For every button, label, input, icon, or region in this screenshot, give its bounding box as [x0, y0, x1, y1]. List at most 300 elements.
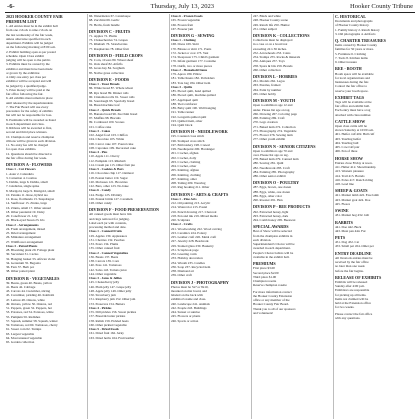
text-line: 158. Relish 159. Pickled beets	[89, 318, 129, 323]
text-line: office or any member of the	[253, 298, 290, 302]
text-line: 251. Other subject	[253, 26, 278, 31]
text-line: on the following morning at 8:00 a.m.	[6, 45, 56, 50]
text-line: 11. No entry fee will be charged	[6, 143, 49, 148]
text-line: second and third place winners.	[6, 130, 48, 135]
text-line: 28. Blooming plant 29. Foliage plant	[6, 248, 55, 253]
text-line: 63. Largest vegetable	[6, 331, 35, 336]
class-heading: Class 6 - Frozen Foods	[171, 14, 203, 18]
class-heading: Class 1 - Fine Arts	[171, 196, 197, 201]
text-column-3	[169, 14, 251, 419]
text-line: Contact the fair office to	[335, 84, 368, 89]
text-line: Booth space will be available	[335, 71, 374, 76]
section-heading: DIVISION E - FOODS	[89, 76, 130, 82]
text-line: 229. Stained glass 230. Basketry	[171, 243, 214, 248]
text-line: 258. Spurs & bits 259. Brands	[253, 63, 293, 68]
text-line: 26. Miniature arrangement	[6, 235, 41, 240]
text-line: available in the exhibit hall.	[253, 254, 290, 259]
text-line: 204. Crochet, other	[171, 164, 197, 169]
text-column-5	[333, 14, 415, 419]
text-line: 118. Peanut butter 119. Sugar	[89, 175, 128, 180]
text-line: 231. Scrapbook page	[171, 247, 199, 252]
text-line: 202. Crochet, doily	[171, 155, 197, 160]
text-line: 144. Other vegetable	[89, 271, 117, 276]
text-line: 2. Exhibit building open as per posted	[6, 49, 56, 54]
section-heading: 2023 HOOKER COUNTY FAIR	[6, 14, 63, 19]
text-line: 12. Questions should be directed to	[6, 151, 53, 156]
text-line: under. Please list age on tag.	[253, 107, 291, 112]
text-line: All canned goods must have lids	[89, 212, 132, 217]
text-line: 214. Watercolor 215. Pastel	[171, 205, 208, 210]
text-line: before the fair begins.	[335, 268, 364, 273]
text-line: Each entry must have a tag	[335, 108, 371, 113]
text-line: 270. Lego creation	[253, 120, 278, 125]
text-line: Third place $1.00	[253, 274, 277, 279]
text-line: 148. Apple jelly 149. Other jelly	[89, 288, 132, 293]
text-line: 131. Cherries 132. Peaches	[89, 237, 125, 242]
text-line: 97. Muffins 98. Biscuits	[89, 116, 121, 121]
text-line: 153. Preserves 154. Butters	[89, 301, 125, 306]
text-line: 92. Sourdough 93. Specialty bread	[89, 99, 135, 104]
text-line: 264. Paint by number	[253, 87, 282, 92]
text-line: 186. Pieced quilt, machine quilted	[171, 93, 216, 98]
text-line: 36. Fern 37. Herb pot	[6, 265, 35, 270]
text-line: 120. Molasses 121. Brownies	[89, 179, 128, 184]
text-line: 189. Baby quilt 190. Wall hanging	[171, 106, 217, 111]
text-line: 221. Woodworking 222. Wood carving	[171, 226, 222, 231]
section-heading: ENTRY DEADLINE	[335, 250, 372, 256]
text-line: Best of Show will be selected	[253, 229, 292, 234]
text-line: 138. Carrots 139. Corn	[89, 259, 120, 264]
text-line: 441. Doe 442. Buck	[335, 224, 362, 229]
text-line: 238. Diamond art	[171, 269, 195, 274]
text-line: Champion rosette	[253, 279, 277, 283]
text-line: from the champion exhibits in	[253, 233, 293, 238]
text-line: the last wednesday of the fair week,	[6, 32, 53, 37]
text-line: 124. Fudge 125. Divinity	[89, 192, 123, 197]
text-line: 196. Stamped cross stitch	[171, 138, 205, 143]
text-line: 61. Sweet corn 62. Turnips	[6, 327, 42, 332]
text-line: 128. Other candy	[89, 201, 112, 206]
text-line: 201. Crochet, afghan	[171, 151, 199, 156]
text-line: 116. Chocolate chip 117. Oatmeal	[89, 171, 134, 176]
text-line: 248. Hooker County scene	[253, 18, 288, 23]
text-line: department. Exhibits will be judged	[6, 41, 53, 46]
text-line: 49. Onions, yellow 50. Onions, red	[6, 301, 52, 306]
text-line: 1. Family history 2. Ranch history	[335, 27, 380, 32]
text-line: 126. Peanut brittle 127. Caramels	[89, 196, 133, 201]
text-line: 133. Pears 134. Plums	[89, 242, 119, 247]
section-heading: DIVISION H - NEEDLEWORK	[171, 129, 228, 135]
text-line: over. Please list age on tag.	[253, 152, 289, 157]
text-line: 41. Beets 42. Cabbage	[6, 284, 36, 289]
text-line: 223. Ceramics 224. Pottery	[171, 230, 207, 235]
text-line: be judged by a qualified judge.	[6, 83, 47, 88]
text-line: Label each jar with contents,	[89, 220, 127, 225]
text-line: in a case or on a board not	[253, 42, 288, 47]
text-line: businesses during the fair.	[335, 80, 369, 85]
text-line: 38. Other potted plant	[6, 269, 35, 274]
class-heading: Class 4 - Pies	[89, 150, 108, 155]
text-line: 179. Apron 180. Pillow	[171, 72, 202, 77]
section-heading: PREMIUMS	[253, 261, 276, 267]
text-line: 401. Heifer calf 402. Bull calf	[335, 132, 375, 137]
text-line: 413. Western pleasure	[335, 169, 364, 174]
text-line: 232. Greeting cards	[171, 252, 197, 257]
text-line: 39. Beans, green 40. Beans, yellow	[6, 280, 53, 285]
text-line: Please contact the fair office	[335, 311, 373, 316]
text-line: People's Choice ballots will be	[253, 250, 294, 255]
text-line: 252. Arrowheads 253. Coins	[253, 50, 291, 55]
class-heading: Class 1 - Clothing	[171, 38, 196, 43]
section-heading: DIVISION I - ARTS & CRAFTS	[171, 191, 229, 197]
text-line: 245. Flowers or plants	[171, 314, 201, 319]
text-line: until released by the superintendent.	[6, 100, 54, 105]
text-line: 150. Strawberry jam	[89, 293, 116, 298]
text-line: 88. Rye bread 89. Dinner rolls	[89, 90, 129, 95]
text-line: 66. Watermelon 67. Cantaloupe	[89, 14, 131, 18]
class-heading: Class 2 - Quick Breads	[89, 107, 121, 112]
text-columns	[5, 14, 415, 419]
section-heading: DIVISION L - HOBBIES	[253, 74, 298, 80]
text-line: 135. Other canned fruit	[89, 246, 120, 251]
text-line: Reserve champion rosette	[253, 283, 287, 288]
text-line: Photos must be 5x7 or 8x10,	[171, 284, 209, 289]
text-line: 278. Baked item 279. Canned item	[253, 157, 299, 162]
text-line: and volunteers!	[253, 310, 274, 315]
text-line: 208. Tatting 209. Weaving	[171, 181, 206, 186]
text-line: 254. Stamps 255. Rocks & minerals	[253, 55, 301, 60]
text-line: First place $3.00	[253, 266, 275, 271]
publication-name: Hooker County Tribune	[349, 3, 413, 10]
section-heading: REE - BOOTH	[335, 66, 362, 72]
text-line: of Hooker County history.	[335, 23, 370, 28]
text-line: precaution for the safety of exhibits	[6, 109, 53, 114]
text-line: 275. Flower 276. Sewing item	[253, 133, 293, 138]
text-line: 86. White bread 87. Whole wheat	[89, 86, 133, 91]
text-line: 95. Banana bread 96. Zucchini bread	[89, 111, 138, 116]
text-line: 174. Sleepwear 175. Child's garment	[171, 55, 220, 60]
text-line: 191. Table runner	[171, 110, 195, 115]
text-line: 81. Oats sheaf 82. Alfalfa	[89, 62, 123, 67]
text-line: 5. Prize money will be paid at the	[6, 87, 50, 92]
section-heading: DIVISION N - SENIOR CITIZENS	[253, 143, 316, 149]
text-line: 53. Potatoes, red 54. Potatoes, white	[6, 310, 54, 315]
text-line: 292. Extracted honey, light	[253, 209, 289, 214]
text-line: 181. Table linens 182. Potholders	[171, 76, 215, 81]
class-heading: Class 3 - Cakes	[89, 128, 111, 133]
text-line: for two weeks.	[335, 305, 355, 310]
text-line: labeled on the back with	[171, 293, 203, 298]
section-heading: DIVISION O - POULTRY	[253, 180, 300, 186]
text-line: 206. Knitting, clothing	[171, 172, 201, 177]
text-line: 16. Zinnia, small 17. Other annual	[6, 205, 51, 210]
text-line: 288. Eggs, white, one dozen	[253, 189, 290, 194]
text-line: 216. Pencil drawing 217. Charcoal	[171, 209, 217, 214]
text-line: 151. Raspberry jam 152. Other jam	[89, 297, 136, 302]
class-heading: Class 2 - Household Items	[171, 67, 208, 72]
text-line: 411. Halter 412. Showmanship	[335, 165, 376, 170]
text-line: judging will be open to the public.	[6, 58, 51, 63]
section-heading: RABBITS	[335, 219, 353, 225]
text-line: 34. Geranium 35. Begonia	[6, 260, 41, 265]
section-heading: DIVISION P - BEE PRODUCTS	[253, 204, 311, 210]
text-line: or grown by the exhibitor.	[6, 70, 41, 75]
text-line: 193. Quilted item, other	[171, 118, 203, 123]
text-line: 170. Blouse or shirt 171. Pants	[171, 46, 212, 51]
section-heading: SWINE	[335, 208, 349, 214]
text-line: 94. Bread machine loaf	[89, 103, 120, 108]
text-line: for picking up all items.	[335, 292, 367, 297]
text-line: 261. Models 262. Legos	[253, 79, 285, 84]
text-line: 287. Eggs, brown, one dozen	[253, 185, 292, 190]
text-line: 240. Landscape 241. Animals	[171, 301, 210, 306]
text-line: 3. Exhibits must be owned by the	[6, 62, 50, 67]
text-line: 197. Embroidery 198. Crewel	[171, 142, 211, 147]
text-line: 99. Cornbread 100. Scones	[89, 120, 125, 125]
text-line: 249. Ranch life 250. Humor	[253, 22, 290, 27]
text-line: 27. Wildflower arrangement	[6, 239, 43, 244]
text-line: the Hooker County Extension	[253, 293, 293, 298]
class-heading: Class 3 - Potted Plants	[6, 243, 38, 248]
text-column-1	[5, 14, 87, 419]
text-line: 183. Tote bag 184. Other item	[171, 80, 211, 85]
section-heading: DIVISION F - FOOD PRESERVATION	[89, 207, 159, 213]
text-line: 421. Market lamb 422. Ewe lamb	[335, 193, 379, 198]
text-line: for open class exhibits.	[6, 147, 37, 152]
text-line: 1. All entries must be in the exhibit hall	[6, 24, 58, 29]
text-line: 3. Old photographs 4. Artifacts	[335, 31, 376, 36]
class-heading: Class 2 - Canned Vegetables	[89, 250, 129, 255]
text-line: 25. Dried arrangement	[6, 231, 36, 236]
text-line: 266. Drawing 267. Coloring page	[253, 111, 298, 116]
text-line: but will not be responsible for loss.	[6, 113, 53, 118]
section-heading: HORSE SHOW	[335, 155, 363, 161]
text-line: 7. Gladiolus, single spike	[6, 184, 40, 189]
text-line: 284. Painting 285. Photography	[253, 169, 295, 174]
text-line: 129. Apples 130. Applesauce	[89, 233, 128, 238]
text-line: fair office following the fair.	[6, 92, 44, 97]
text-column-2	[87, 14, 169, 419]
text-line: 160. Other pickled vegetable	[89, 322, 127, 327]
text-line: 236. Soap 237. Recycled item	[171, 264, 211, 269]
text-line: 3. Carnation 4. Cosmos	[6, 175, 37, 180]
text-line: fair office and exhibit hall.	[335, 104, 370, 109]
text-line: 106. Carrot cake 107. Pound cake	[89, 141, 134, 146]
section-heading: Q. CHARTER TREASURES	[335, 38, 386, 44]
text-line: All livestock entries must be	[335, 255, 373, 260]
text-line: ribbons will be given in each division.	[6, 138, 57, 143]
text-line: 406. Pen of three	[335, 149, 358, 154]
class-heading: Class 1 - Cut Flowers	[6, 167, 36, 172]
section-heading: DIVISION G - SEWING	[171, 33, 215, 38]
text-line: Items owned by Hooker County	[335, 43, 378, 48]
section-heading: SPECIAL AWARDS	[253, 224, 289, 230]
text-line: exhibitor's name and class.	[171, 297, 207, 302]
text-line: 83. Grass hay 84. Sorghum	[89, 66, 125, 71]
text-column-4	[251, 14, 333, 419]
text-line: 112. Pumpkin 113. Rhubarb	[89, 158, 126, 163]
text-line: 405. Cow/calf pair	[335, 145, 360, 150]
text-line: families for 50 years or more.	[335, 47, 374, 52]
text-line: 280. Sewing 281. Quilt	[253, 161, 284, 166]
text-line: 51. Peppers, green 52. Peppers, hot	[6, 306, 53, 311]
text-line: shown Saturday at 10:00 a.m.	[335, 128, 374, 133]
text-line: 431. Market hog 432. Gilt	[335, 213, 370, 218]
text-line: 142. Salsa 143. Tomato juice	[89, 267, 127, 272]
section-heading: DIVISION A - FLOWERS	[6, 162, 53, 168]
text-line: in each department and class.	[6, 121, 45, 126]
text-line: exhibitor will be accepted and will	[6, 79, 52, 84]
text-line: awarded in each department.	[253, 246, 291, 251]
text-line: 425. Fleece	[335, 201, 351, 206]
text-line: exhibitor and must have been made	[6, 66, 53, 71]
text-line: 12. Rose, floribunda 13. Snapdragon	[6, 197, 55, 202]
text-line: 290. Rooster 291. Hen	[253, 198, 283, 203]
text-line: 136. Beans 137. Beets	[89, 254, 119, 259]
section-heading: PETS	[335, 235, 346, 241]
text-line: Tags will be available at the	[335, 99, 372, 104]
text-line: 203. Crochet, clothing	[171, 159, 201, 164]
text-line: 155. Dill pickles 156. Sweet pickles	[89, 310, 137, 315]
class-heading: Class 1 - Canned Fruits	[89, 229, 122, 234]
text-line: 73. Chokecherries 74. Grapes	[89, 38, 128, 43]
class-heading: Class 3 - Jams & Jellies	[89, 276, 122, 281]
text-line: 6. All exhibits must remain in place	[6, 96, 53, 101]
text-line: Entries close Friday at noon.	[335, 160, 373, 165]
text-line: 22. Black-eyed Susan 23. Iris	[6, 218, 45, 223]
text-line: 1. Aster 2. Calendula	[6, 171, 34, 176]
text-line: 8. Premiums will be awarded as listed	[6, 117, 56, 122]
text-line: 114. Cream pie 115. Other fruit pie	[89, 162, 135, 167]
text-line: 199. Needlepoint 200. Hardanger	[171, 147, 215, 152]
text-line: 178. Outfit, two or more pieces	[171, 63, 212, 68]
text-line: the fair office during fair week.	[6, 155, 47, 160]
text-line: 176. Infant garment 177. Costume	[171, 59, 216, 64]
text-line: 403. Yearling heifer	[335, 136, 361, 141]
text-line: 5. Furniture 6. Clothing	[335, 51, 366, 56]
page-number: -6-	[7, 3, 15, 10]
text-line: 7. Tools 8. Kitchen items	[335, 55, 368, 60]
text-line: 122. Bars, other 123. No-bake	[89, 184, 129, 189]
text-line: 265. Other hobby	[253, 91, 277, 96]
text-line: 418. Lead line	[335, 182, 354, 187]
text-line: 4. Only one entry per class per	[6, 75, 47, 80]
text-line: 145. Chokecherry jelly	[89, 280, 120, 285]
text-line: received by the fair office	[335, 260, 369, 265]
section-heading: EXHIBIT TAGS	[335, 94, 365, 100]
text-line: 168. Dress 169. Skirt	[171, 42, 199, 47]
text-line: 104. Chocolate 105. White	[89, 137, 125, 142]
text-line: 77. Raspberries 78. Other fruit	[89, 46, 129, 51]
text-line: 68. Zucchini 69. Garlic	[89, 18, 120, 23]
text-line: 70. Herbs, fresh bundle	[89, 22, 120, 27]
text-line: 404. Yearling bull	[335, 140, 359, 145]
text-line: 273. Photography 274. Vegetable	[253, 128, 297, 133]
text-line: 246. Sports or action	[171, 318, 199, 323]
text-line: 7. The Fair Board will use every	[6, 104, 49, 109]
text-line: and rings removed for judging.	[89, 216, 130, 221]
text-line: 414. Trail 415. Barrels	[335, 173, 365, 178]
text-line: 220. Sculpture	[171, 218, 191, 223]
text-line: 59. Tomatoes, red 60. Tomatoes, cherry	[6, 323, 58, 328]
text-line: 161. Dried fruit 162. Jerky	[89, 331, 124, 336]
text-line: for local organizations and	[335, 75, 370, 80]
class-heading: Class 5 - Cookies & Bars	[89, 167, 124, 172]
section-heading: SHEEP & GOATS	[335, 188, 368, 194]
text-line: 212. Oil painting 213. Acrylic	[171, 201, 211, 206]
text-line: 8. Marigold, large 9. Marigold, small	[6, 188, 55, 193]
text-line: with any questions.	[335, 315, 361, 320]
text-line: Open to exhibitors age 12 and	[253, 103, 293, 108]
text-line: 239. Other craft	[171, 273, 192, 278]
text-line: For more information contact	[253, 289, 292, 294]
section-heading: RELEASE OF EXHIBITS	[335, 274, 382, 280]
text-line: 146. Plum jelly 147. Grape jelly	[89, 284, 132, 289]
text-line: processing method and date.	[89, 225, 127, 230]
text-line: 71. Apples 72. Plums	[89, 33, 117, 38]
text-line: attached with class number.	[335, 112, 372, 117]
text-line: 157. Bread & butter pickles	[89, 314, 126, 319]
text-line: 166. Frozen fruit	[171, 22, 194, 27]
text-line: 210. Rug hooking 211. Other	[171, 185, 210, 190]
text-line: Collections must be displayed	[253, 38, 293, 43]
text-line: 233. Holiday decoration	[171, 256, 203, 261]
text-line: Second place $2.00	[253, 270, 279, 275]
text-line: 244. Sunset or sunrise	[171, 310, 200, 315]
text-line: 20. Coneflower 21. Lily	[6, 214, 38, 219]
section-heading: DIVISION M - YOUTH	[253, 98, 296, 104]
text-line: 416. Poles 417. Ranch riding	[335, 177, 373, 182]
text-line: 14. Sunflower 15. Zinnia, large	[6, 201, 47, 206]
text-line: 271. Baked item 272. Collection	[253, 124, 296, 129]
text-line: 101. Coffee cake	[89, 124, 112, 129]
page-masthead	[5, 3, 415, 13]
text-line: 188. Tied comforter	[171, 101, 198, 106]
text-line: 18. Other perennial 19. Daisy	[6, 209, 45, 214]
text-line: mounted on mat board, and	[171, 288, 207, 293]
text-line: 167. Freezer jam	[171, 26, 194, 31]
text-line: 110. Apple 111. Cherry	[89, 154, 120, 159]
text-line: 9. Ribbons will be awarded to first,	[6, 126, 53, 131]
text-line: 65. Garden collection	[6, 340, 35, 345]
text-line: 5. Dahlia, large 6. Dahlia, small	[6, 180, 48, 185]
class-heading: Class 2 - Arrangements	[6, 222, 39, 227]
text-line: 90. Cinnamon rolls 91. Sweet rolls	[89, 94, 135, 99]
text-line: from one o'clock to nine o'clock on	[6, 28, 53, 33]
class-heading: Class 4 - Pickles	[89, 305, 112, 310]
text-line: 277. Other youth exhibit	[253, 137, 286, 142]
text-line: 268. Painting 269. Craft	[253, 116, 285, 121]
text-line: 55. Pumpkin 56. Radishes	[6, 314, 41, 319]
text-line: 172. Jacket or coat 173. Vest	[171, 50, 209, 55]
class-heading: Class 5 - Dried Foods	[89, 327, 119, 332]
text-line: 187. Appliqued quilt	[171, 97, 198, 102]
text-line: Thank you to all of our sponsors	[253, 306, 296, 311]
text-line: 43. Carrots 44. Cucumber, slicing	[6, 289, 51, 294]
text-line: unless otherwise specified in each	[6, 36, 51, 41]
text-line: 102. Angel food 103. Chiffon	[89, 133, 128, 138]
section-heading: PREMIUM LIST	[6, 19, 37, 25]
text-line: held at the Extension office	[335, 301, 371, 306]
text-line: 57. Squash, summer 58. Squash, winter	[6, 318, 58, 323]
class-heading: Class 2 - Crafts	[171, 222, 193, 227]
text-line: 185. Pieced quilt, hand quilted	[171, 89, 211, 94]
text-line: 289. Eggs, other color	[253, 193, 282, 198]
text-line: Superintendent's Choice will be	[253, 242, 295, 247]
text-line: 10. Champion and reserve champion	[6, 134, 55, 139]
text-line: each division.	[253, 237, 272, 242]
text-line: 194. Quilt block	[171, 123, 193, 128]
